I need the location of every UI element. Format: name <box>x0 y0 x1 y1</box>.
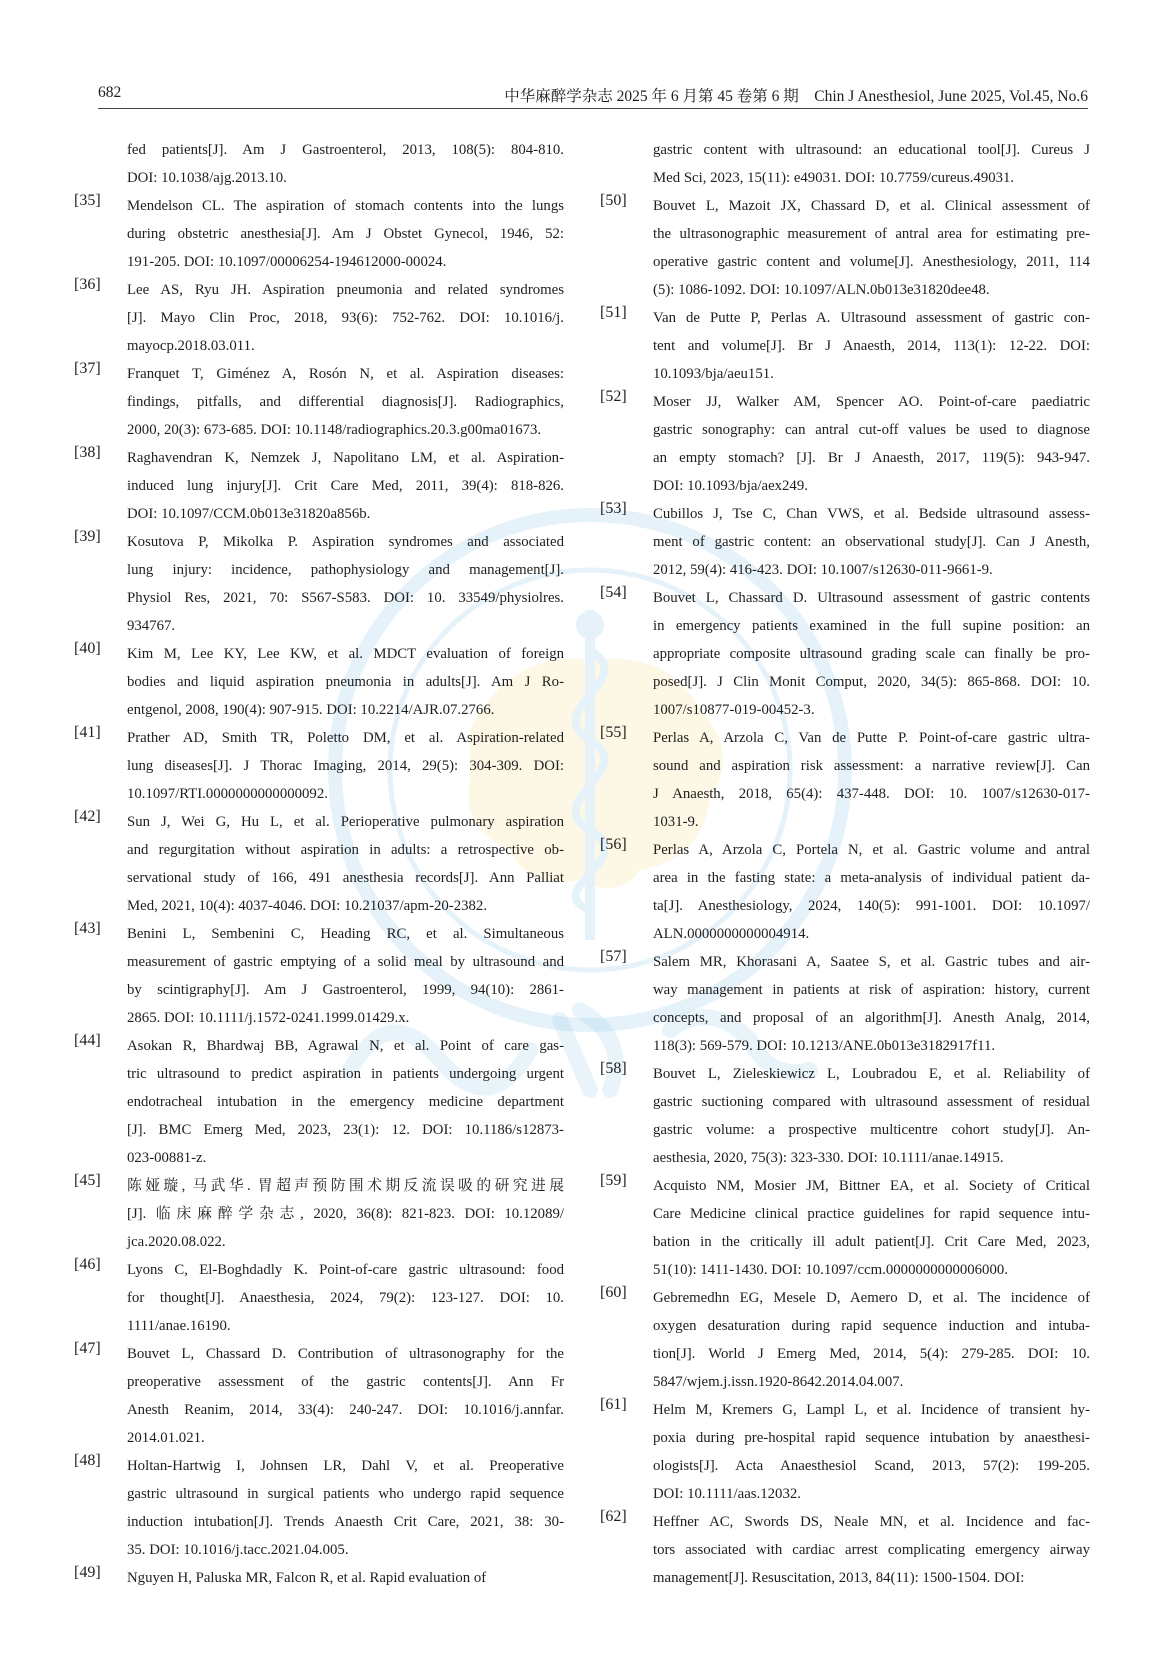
reference-text-line: gastric suctioning compared with ultrasound assessment of residual <box>653 1094 1090 1110</box>
reference-text-line: induction intubation[J]. Trends Anaesth Crit Care, 2021, 38: 30- <box>127 1514 564 1530</box>
reference-text-line: jca.2020.08.022. <box>127 1234 226 1250</box>
reference-number: [40] <box>74 640 101 657</box>
reference-entry <box>74 724 564 808</box>
reference-text-line: 51(10): 1411-1430. DOI: 10.1097/ccm.0000000000006000. <box>653 1262 1008 1278</box>
reference-text-line: 1031-9. <box>653 814 699 830</box>
reference-text-line: Sun J, Wei G, Hu L, et al. Perioperative pulmonary aspiration <box>127 814 564 830</box>
reference-entry <box>600 948 1090 1060</box>
reference-number: [49] <box>74 1564 101 1581</box>
reference-text-line: Care Medicine clinical practice guidelines for rapid sequence intu- <box>653 1206 1090 1222</box>
reference-entry <box>74 276 564 360</box>
reference-text-line: operative gastric content and volume[J]. Anesthesiology, 2011, 114 <box>653 254 1090 270</box>
reference-entry <box>74 1032 564 1172</box>
reference-text-line: sound and aspiration risk assessment: a narrative review[J]. Can <box>653 758 1090 774</box>
reference-text-line: 934767. <box>127 618 176 634</box>
reference-text-line: Bouvet L, Chassard D. Ultrasound assessment of gastric contents <box>653 590 1090 606</box>
page-header <box>98 82 1088 106</box>
reference-number: [47] <box>74 1340 101 1357</box>
reference-text-line: tric ultrasound to predict aspiration in patients undergoing urgent <box>127 1066 564 1082</box>
reference-text-line: Asokan R, Bhardwaj BB, Agrawal N, et al. Point of care gas- <box>127 1038 564 1054</box>
reference-text-line: mayocp.2018.03.011. <box>127 338 255 354</box>
reference-entry <box>600 304 1090 388</box>
reference-entry <box>600 1172 1090 1284</box>
reference-number: [48] <box>74 1452 101 1469</box>
reference-text-line: 023-00881-z. <box>127 1150 207 1166</box>
reference-entry <box>600 388 1090 500</box>
reference-text-line: Helm M, Kremers G, Lampl L, et al. Incidence of transient hy- <box>653 1402 1090 1418</box>
reference-entry <box>74 808 564 920</box>
reference-text-line: ALN.0000000000004914. <box>653 926 810 942</box>
reference-text-line: Perlas A, Arzola C, Portela N, et al. Gastric volume and antral <box>653 842 1090 858</box>
reference-entry <box>74 920 564 1032</box>
reference-text-line: servational study of 166, 491 anesthesia records[J]. Ann Palliat <box>127 870 564 886</box>
reference-text-line: oxygen desaturation during rapid sequence induction and intuba- <box>653 1318 1090 1334</box>
reference-text-line: 191-205. DOI: 10.1097/00006254-194612000-00024. <box>127 254 447 270</box>
reference-text-line: the ultrasonographic measurement of antral area for estimating pre- <box>653 226 1090 242</box>
reference-text-line: ment of gastric content: an observational study[J]. Can J Anesth, <box>653 534 1090 550</box>
reference-entry <box>600 1508 1090 1592</box>
reference-number: [54] <box>600 584 627 601</box>
reference-text-line: DOI: 10.1097/CCM.0b013e31820a856b. <box>127 506 371 522</box>
reference-text-line: entgenol, 2008, 190(4): 907-915. DOI: 10.2214/AJR.07.2766. <box>127 702 495 718</box>
reference-text-line: 1007/s10877-019-00452-3. <box>653 702 815 718</box>
reference-text-line: Mendelson CL. The aspiration of stomach contents into the lungs <box>127 198 564 214</box>
reference-text-line: tent and volume[J]. Br J Anaesth, 2014, 113(1): 12-22. DOI: <box>653 338 1090 354</box>
reference-text-line: 陈娅璇, 马武华. 胃超声预防围术期反流误吸的研究进展 <box>127 1178 564 1194</box>
reference-text-line: 2000, 20(3): 673-685. DOI: 10.1148/radiographics.20.3.g00ma01673. <box>127 422 542 438</box>
reference-text-line: [J]. Mayo Clin Proc, 2018, 93(6): 752-762. DOI: 10.1016/j. <box>127 310 564 326</box>
reference-text-line: Kim M, Lee KY, Lee KW, et al. MDCT evaluation of foreign <box>127 646 564 662</box>
reference-text-line: 2012, 59(4): 416-423. DOI: 10.1007/s12630-011-9661-9. <box>653 562 993 578</box>
reference-text-line: Nguyen H, Paluska MR, Falcon R, et al. Rapid evaluation of <box>127 1570 487 1586</box>
reference-text-line: (5): 1086-1092. DOI: 10.1097/ALN.0b013e31820dee48. <box>653 282 990 298</box>
reference-number: [43] <box>74 920 101 937</box>
reference-text-line: an empty stomach? [J]. Br J Anaesth, 2017, 119(5): 943-947. <box>653 450 1090 466</box>
reference-text-line: bodies and liquid aspiration pneumonia in adults[J]. Am J Ro- <box>127 674 564 690</box>
reference-number: [60] <box>600 1284 627 1301</box>
reference-number: [55] <box>600 724 627 741</box>
reference-text-line: endotracheal intubation in the emergency medicine department <box>127 1094 564 1110</box>
reference-text-line: tion[J]. World J Emerg Med, 2014, 5(4): 279-285. DOI: 10. <box>653 1346 1090 1362</box>
reference-entry <box>74 444 564 528</box>
reference-text-line: Moser JJ, Walker AM, Spencer AO. Point-of-care paediatric <box>653 394 1090 410</box>
reference-text-line: way management in patients at risk of aspiration: history, current <box>653 982 1090 998</box>
references-right-column <box>600 136 1090 1592</box>
reference-text-line: Benini L, Sembenini C, Heading RC, et al. Simultaneous <box>127 926 564 942</box>
reference-text-line: Heffner AC, Swords DS, Neale MN, et al. Incidence and fac- <box>653 1514 1090 1530</box>
reference-text-line: Raghavendran K, Nemzek J, Napolitano LM, et al. Aspiration- <box>127 450 564 466</box>
reference-text-line: 5847/wjem.j.issn.1920-8642.2014.04.007. <box>653 1374 904 1390</box>
reference-text-line: during obstetric anesthesia[J]. Am J Obstet Gynecol, 1946, 52: <box>127 226 564 242</box>
reference-text-line: Holtan-Hartwig I, Johnsen LR, Dahl V, et al. Preoperative <box>127 1458 564 1474</box>
reference-entry <box>600 192 1090 304</box>
reference-text-line: 118(3): 569-579. DOI: 10.1213/ANE.0b013e3182917f11. <box>653 1038 996 1054</box>
reference-text-line: Perlas A, Arzola C, Van de Putte P. Point-of-care gastric ultra- <box>653 730 1090 746</box>
reference-number: [41] <box>74 724 101 741</box>
reference-text-line: Lee AS, Ryu JH. Aspiration pneumonia and related syndromes <box>127 282 564 298</box>
reference-number: [39] <box>74 528 101 545</box>
reference-entry <box>600 1060 1090 1172</box>
reference-text-line: 10.1097/RTI.0000000000000092. <box>127 786 328 802</box>
reference-text-line: induced lung injury[J]. Crit Care Med, 2011, 39(4): 818-826. <box>127 478 564 494</box>
reference-number: [35] <box>74 192 101 209</box>
reference-text-line: ologists[J]. Acta Anaesthesiol Scand, 2013, 57(2): 199-205. <box>653 1458 1090 1474</box>
reference-number: [61] <box>600 1396 627 1413</box>
reference-text-line: [J]. BMC Emerg Med, 2023, 23(1): 12. DOI: 10.1186/s12873- <box>127 1122 564 1138</box>
reference-text-line: 10.1093/bja/aeu151. <box>653 366 774 382</box>
journal-title: 中华麻醉学杂志 2025 年 6 月第 45 卷第 6 期 Chin J Anesthesiol, June 2025, Vol.45, No.6 <box>504 88 1088 105</box>
reference-entry <box>74 1452 564 1564</box>
reference-entry <box>74 192 564 276</box>
reference-text-line: Bouvet L, Chassard D. Contribution of ultrasonography for the <box>127 1346 564 1362</box>
reference-text-line: DOI: 10.1111/aas.12032. <box>653 1486 801 1502</box>
reference-number: [36] <box>74 276 101 293</box>
reference-entry <box>74 1564 564 1592</box>
reference-text-line: management[J]. Resuscitation, 2013, 84(11): 1500-1504. DOI: <box>653 1570 1025 1586</box>
reference-text-line: Prather AD, Smith TR, Poletto DM, et al. Aspiration-related <box>127 730 564 746</box>
reference-text-line: gastric sonography: can antral cut-off values be used to diagnose <box>653 422 1090 438</box>
reference-text-line: Anesth Reanim, 2014, 33(4): 240-247. DOI: 10.1016/j.annfar. <box>127 1402 564 1418</box>
reference-number: [42] <box>74 808 101 825</box>
reference-text-line: [J]. 临床麻醉学杂志, 2020, 36(8): 821-823. DOI: 10.12089/ <box>127 1206 564 1222</box>
reference-text-line: tors associated with cardiac arrest complicating emergency airway <box>653 1542 1090 1558</box>
reference-text-line: gastric ultrasound in surgical patients who undergo rapid sequence <box>127 1486 564 1502</box>
reference-entry <box>600 1396 1090 1508</box>
header-rule <box>98 108 1088 109</box>
page-number: 682 <box>98 84 122 101</box>
reference-number: [50] <box>600 192 627 209</box>
reference-text-line: J Anaesth, 2018, 65(4): 437-448. DOI: 10. 1007/s12630-017- <box>653 786 1090 802</box>
reference-entry <box>600 584 1090 724</box>
references-left-column <box>74 136 564 1592</box>
reference-text-line: in emergency patients examined in the full supine position: an <box>653 618 1090 634</box>
reference-text-line: Physiol Res, 2021, 70: S567-S583. DOI: 10. 33549/physiolres. <box>127 590 564 606</box>
reference-text-line: 1111/anae.16190. <box>127 1318 231 1334</box>
reference-number: [57] <box>600 948 627 965</box>
reference-text-line: Bouvet L, Zieleskiewicz L, Loubradou E, et al. Reliability of <box>653 1066 1090 1082</box>
reference-text-line: Salem MR, Khorasani A, Saatee S, et al. Gastric tubes and air- <box>653 954 1090 970</box>
reference-number: [45] <box>74 1172 101 1189</box>
reference-entry <box>600 724 1090 836</box>
reference-number: [37] <box>74 360 101 377</box>
reference-text-line: poxia during pre-hospital rapid sequence intubation by anaesthesi- <box>653 1430 1090 1446</box>
reference-number: [51] <box>600 304 627 321</box>
reference-text-line: and regurgitation without aspiration in adults: a retrospective ob- <box>127 842 564 858</box>
reference-text-line: ta[J]. Anesthesiology, 2024, 140(5): 991-1001. DOI: 10.1097/ <box>653 898 1090 914</box>
reference-text-line: bation in the critically ill adult patient[J]. Crit Care Med, 2023, <box>653 1234 1090 1250</box>
reference-text-line: area in the fasting state: a meta-analysis of individual patient da- <box>653 870 1090 886</box>
reference-text-line: fed patients[J]. Am J Gastroenterol, 2013, 108(5): 804-810. <box>127 142 564 158</box>
reference-text-line: Franquet T, Giménez A, Rosón N, et al. Aspiration diseases: <box>127 366 564 382</box>
reference-text-line: DOI: 10.1038/ajg.2013.10. <box>127 170 287 186</box>
reference-text-line: gastric content with ultrasound: an educational tool[J]. Cureus J <box>653 142 1090 158</box>
reference-entry <box>600 836 1090 948</box>
reference-text-line: lung diseases[J]. J Thorac Imaging, 2014, 29(5): 304-309. DOI: <box>127 758 564 774</box>
reference-entry <box>74 1256 564 1340</box>
reference-text-line: for thought[J]. Anaesthesia, 2024, 79(2): 123-127. DOI: 10. <box>127 1290 564 1306</box>
reference-text-line: Van de Putte P, Perlas A. Ultrasound assessment of gastric con- <box>653 310 1090 326</box>
reference-text-line: Med, 2021, 10(4): 4037-4046. DOI: 10.21037/apm-20-2382. <box>127 898 488 914</box>
reference-number: [52] <box>600 388 627 405</box>
reference-entry <box>74 1340 564 1452</box>
reference-text-line: posed[J]. J Clin Monit Comput, 2020, 34(5): 865-868. DOI: 10. <box>653 674 1090 690</box>
reference-text-line: 2865. DOI: 10.1111/j.1572-0241.1999.01429.x. <box>127 1010 410 1026</box>
reference-text-line: appropriate composite ultrasound grading scale can finally be pro- <box>653 646 1090 662</box>
reference-entry <box>74 136 564 192</box>
reference-text-line: 35. DOI: 10.1016/j.tacc.2021.04.005. <box>127 1542 349 1558</box>
reference-text-line: Gebremedhn EG, Mesele D, Aemero D, et al. The incidence of <box>653 1290 1090 1306</box>
reference-number: [59] <box>600 1172 627 1189</box>
reference-text-line: Kosutova P, Mikolka P. Aspiration syndromes and associated <box>127 534 564 550</box>
reference-text-line: measurement of gastric emptying of a solid meal by ultrasound and <box>127 954 564 970</box>
reference-entry <box>74 528 564 640</box>
reference-text-line: by scintigraphy[J]. Am J Gastroenterol, 1999, 94(10): 2861- <box>127 982 564 998</box>
reference-text-line: DOI: 10.1093/bja/aex249. <box>653 478 808 494</box>
reference-text-line: Med Sci, 2023, 15(11): e49031. DOI: 10.7759/cureus.49031. <box>653 170 1015 186</box>
reference-number: [56] <box>600 836 627 853</box>
reference-text-line: aesthesia, 2020, 75(3): 323-330. DOI: 10.1111/anae.14915. <box>653 1150 1004 1166</box>
reference-number: [53] <box>600 500 627 517</box>
reference-entry <box>600 500 1090 584</box>
reference-entry <box>600 1284 1090 1396</box>
reference-number: [46] <box>74 1256 101 1273</box>
reference-text-line: Cubillos J, Tse C, Chan VWS, et al. Bedside ultrasound assess- <box>653 506 1090 522</box>
reference-entry <box>74 640 564 724</box>
reference-number: [44] <box>74 1032 101 1049</box>
reference-text-line: 2014.01.021. <box>127 1430 205 1446</box>
reference-text-line: Bouvet L, Mazoit JX, Chassard D, et al. Clinical assessment of <box>653 198 1090 214</box>
reference-text-line: concepts, and proposal of an algorithm[J]. Anesth Analg, 2014, <box>653 1010 1090 1026</box>
reference-text-line: Acquisto NM, Mosier JM, Bittner EA, et al. Society of Critical <box>653 1178 1090 1194</box>
reference-number: [38] <box>74 444 101 461</box>
reference-entry <box>600 136 1090 192</box>
reference-text-line: preoperative assessment of the gastric contents[J]. Ann Fr <box>127 1374 564 1390</box>
reference-number: [62] <box>600 1508 627 1525</box>
reference-text-line: Lyons C, El-Boghdadly K. Point-of-care gastric ultrasound: food <box>127 1262 564 1278</box>
reference-number: [58] <box>600 1060 627 1077</box>
reference-entry <box>74 360 564 444</box>
reference-text-line: gastric volume: a prospective multicentre cohort study[J]. An- <box>653 1122 1090 1138</box>
reference-text-line: lung injury: incidence, pathophysiology and management[J]. <box>127 562 564 578</box>
reference-text-line: findings, pitfalls, and differential diagnosis[J]. Radiographics, <box>127 394 564 410</box>
reference-entry <box>74 1172 564 1256</box>
